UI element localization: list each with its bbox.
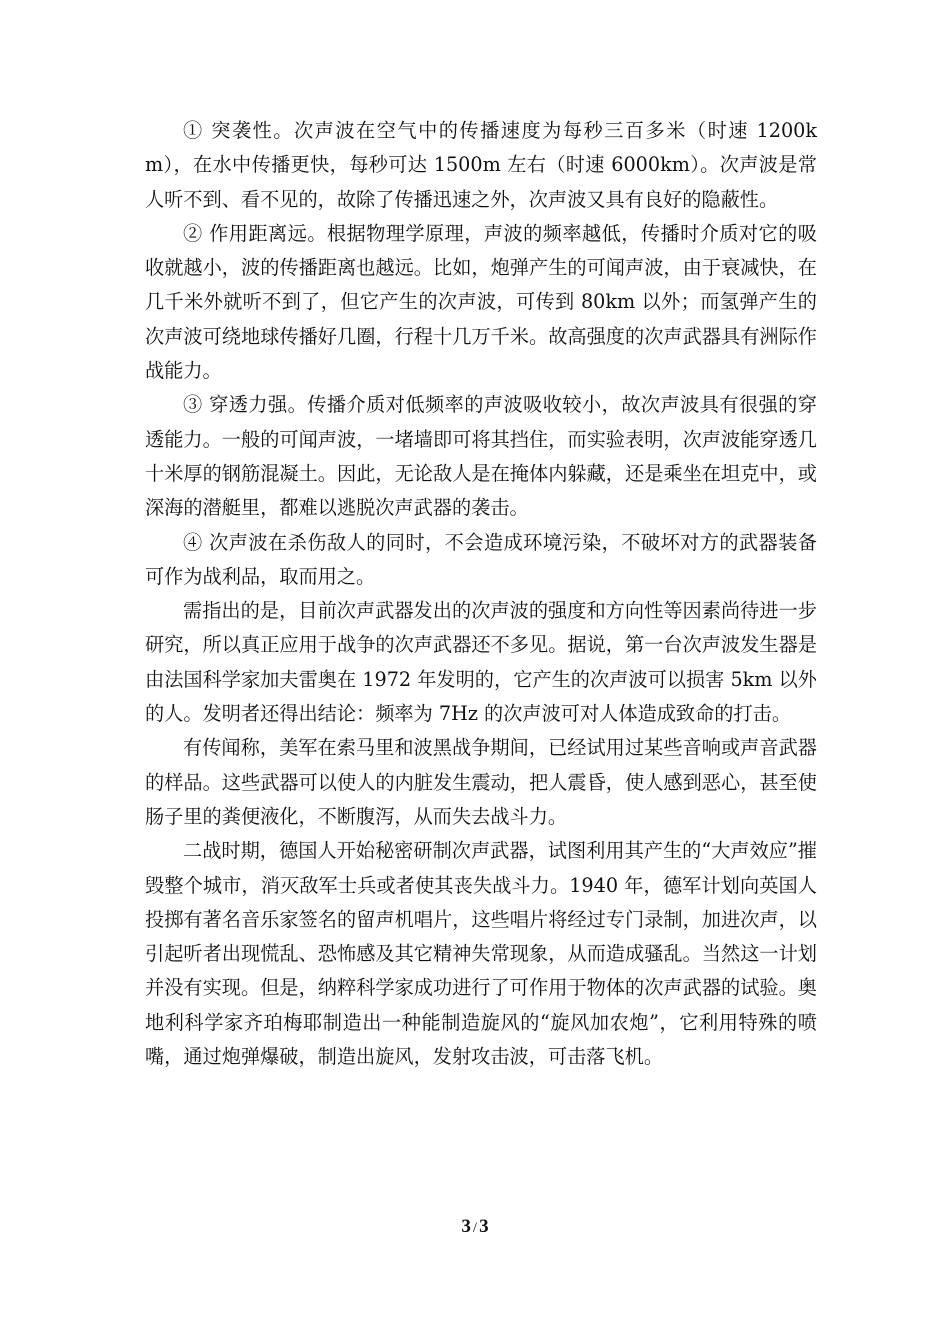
document-body: [145, 114, 817, 1074]
paragraph-us-rumor: 有传闻称，美军在索马里和波黑战争期间，已经试用过某些音响或声音武器的样品。这些武器可以使人的内脏发生震动，把人震昏，使人感到恶心，甚至使肠子里的粪便液化，不断腹泻，从而失去战斗力。: [145, 736, 817, 828]
page-number-separator: /: [472, 1220, 478, 1236]
paragraph-penetration: ③ 穿透力强。传播介质对低频率的声波吸收较小，故次声波具有很强的穿透能力。一般的可闻声波，一堵墙即可将其挡住，而实验表明，次声波能穿透几十米厚的钢筋混凝土。因此，无论敌人是在掩体内躲藏，还是乘坐在坦克中，或深海的潜艇里，都难以逃脱次声武器的袭击。: [145, 393, 817, 520]
paragraph-sudden-attack: ① 突袭性。次声波在空气中的传播速度为每秒三百多米（时速 1200km），在水中传播更快，每秒可达 1500m 左右（时速 6000km）。次声波是常人听不到、看不见的，故除了传播迅速之外，次声波又具有良好的隐蔽性。: [145, 119, 817, 211]
page-number: [0, 1216, 950, 1238]
paragraph-no-pollution: ④ 次声波在杀伤敌人的同时，不会造成环境污染，不破坏对方的武器装备可作为战利品，取而用之。: [145, 530, 817, 588]
paragraph-ww2-germany: 二战时期，德国人开始秘密研制次声武器，试图利用其产生的“大声效应”摧毁整个城市，消灭敌军士兵或者使其丧失战斗力。1940 年，德军计划向英国人投掷有著名音乐家签名的留声机唱片，这些唱片将经过专门录制，加进次声，以引起听者出现慌乱、恐怖感及其它精神失常现象，从而造成骚乱。当然这一计划并没有实现。但是，纳粹科学家成功进行了可作用于物体的次声武器的试验。奥地利科学家齐珀梅耶制造出一种能制造旋风的“旋风加农炮”，它利用特殊的喷嘴，通过炮弹爆破，制造出旋风，发射攻击波，可击落飞机。: [145, 839, 817, 1069]
paragraph-long-range: ② 作用距离远。根据物理学原理，声波的频率越低，传播时介质对它的吸收就越小，波的传播距离也越远。比如，炮弹产生的可闻声波，由于衰减快，在几千米外就听不到了，但它产生的次声波，可传到 80km 以外；而氢弹产生的次声波可绕地球传播好几圈，行程十几万千米。故高强度的次声武器具有洲际作战能力。: [145, 221, 817, 383]
page-number-total: 3: [479, 1216, 489, 1237]
page-number-current: 3: [461, 1216, 471, 1237]
paragraph-research-status: 需指出的是，目前次声武器发出的次声波的强度和方向性等因素尚待进一步研究，所以真正应用于战争的次声武器还不多见。据说，第一台次声波发生器是由法国科学家加夫雷奥在 1972 年发明的，它产生的次声波可以损害 5km 以外的人。发明者还得出结论：频率为 7Hz 的次声波可对人体造成致命的打击。: [145, 599, 817, 726]
